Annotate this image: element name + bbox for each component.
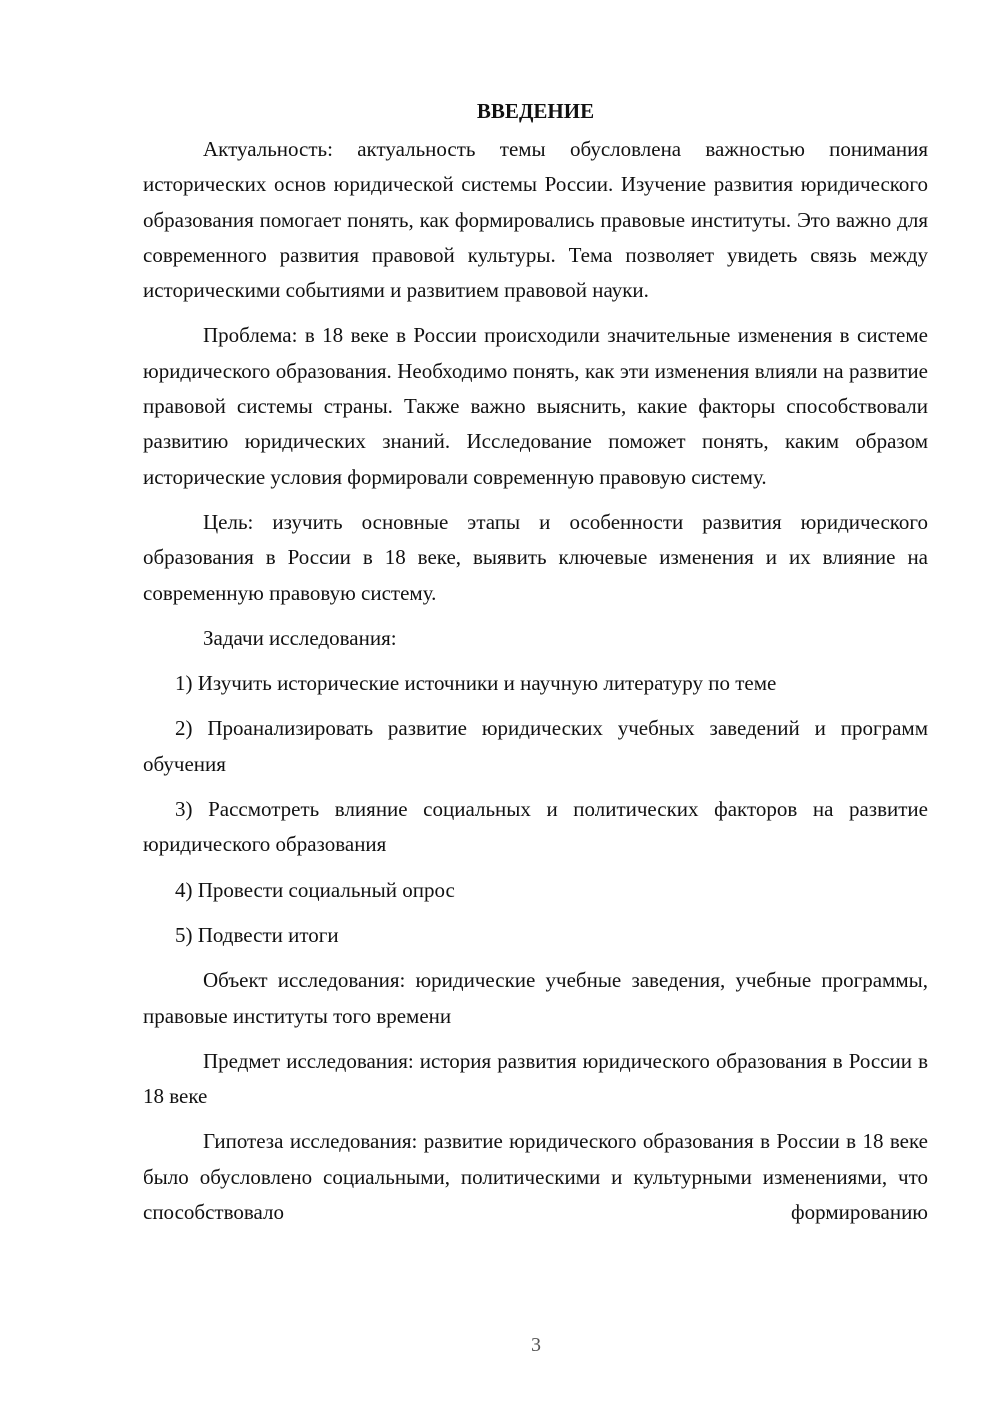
subject-paragraph: Предмет исследования: история развития юридического образования в России в 18 веке [143,1048,928,1109]
page-number: 3 [531,1334,541,1356]
document-body [143,96,928,1230]
task-item-2: 2) Проанализировать развитие юридических учебных заведений и программ обучения [143,716,928,776]
problem-paragraph: Проблема: в 18 веке в России происходили значительные изменения в системе юридического образования. Необходимо понять, как эти изменения влияли на развитие правовой системы страны. Также важно выяснить, какие факторы способствовали развитию юридических знаний. Исследование поможет понять, каким образом исторические условия формировали современную правовую систему. [143,323,928,489]
page-title: ВВЕДЕНИЕ [476,99,595,123]
object-paragraph: Объект исследования: юридические учебные заведения, учебные программы, правовые институты того времени [143,968,928,1028]
tasks-heading: Задачи исследования: [203,625,397,650]
hypothesis-paragraph: Гипотеза исследования: развитие юридического образования в России в 18 веке было обусловлено социальными, политическими и культурными изменениями, что способствовало формированию [143,1129,928,1225]
relevance-paragraph: Актуальность: актуальность темы обусловлена важностью понимания исторических основ юридической системы России. Изучение развития юридического образования помогает понять, как формировались правовые институты. Это важно для современного развития правовой культуры. Тема позволяет увидеть связь между историческими событиями и развитием правовой науки. [143,137,928,303]
task-item-5: 5) Подвести итоги [175,922,339,947]
goal-paragraph: Цель: изучить основные этапы и особенности развития юридического образования в России в 18 веке, выявить ключевые изменения и их влияние на современную правовую систему. [143,509,928,605]
task-item-1: 1) Изучить исторические источники и научную литературу по теме [175,671,777,696]
task-item-4: 4) Провести социальный опрос [175,877,455,902]
task-item-3: 3) Рассмотреть влияние социальных и политических факторов на развитие юридического образования [143,797,928,857]
